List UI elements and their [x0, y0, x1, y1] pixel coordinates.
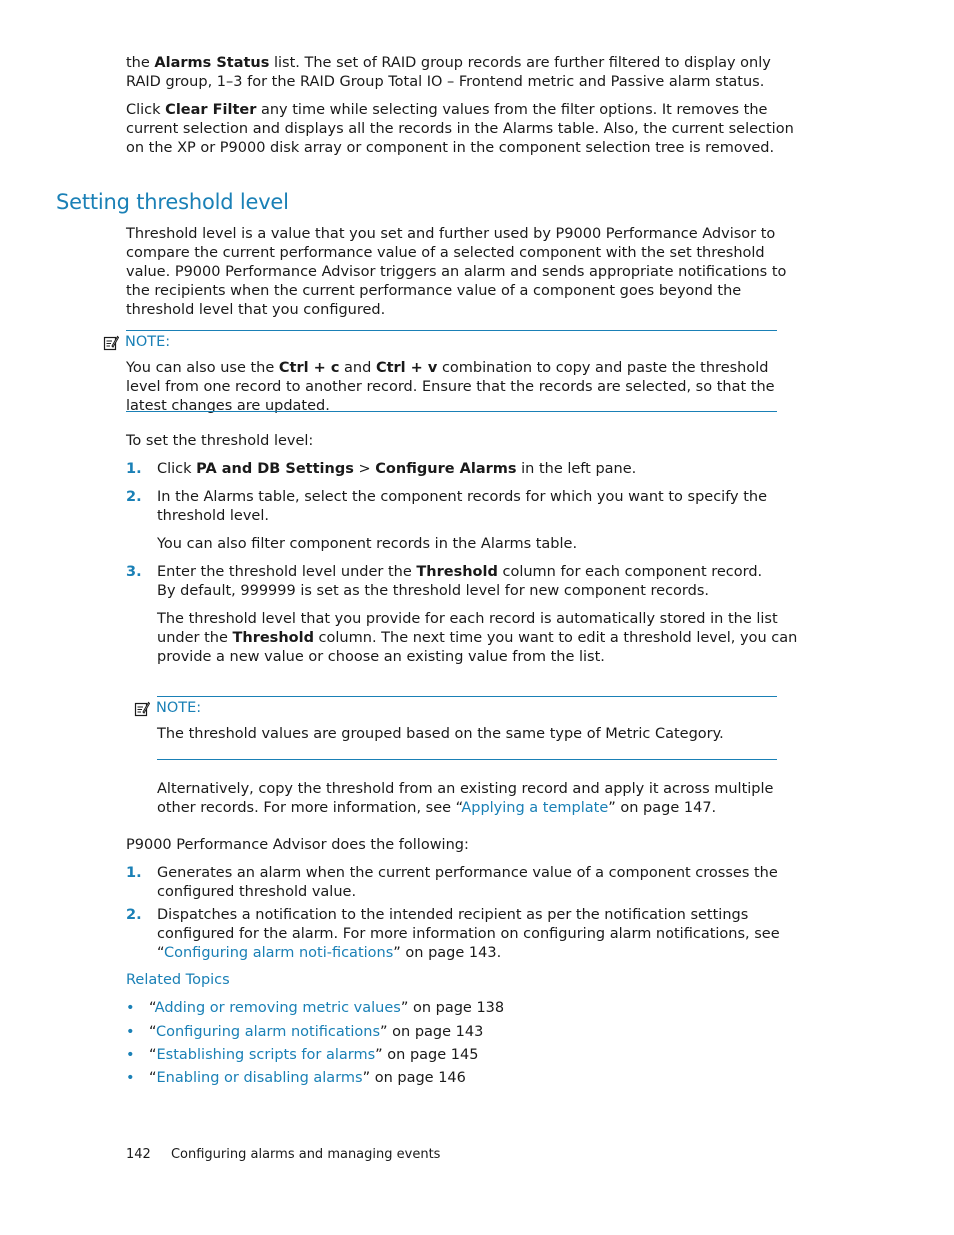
- does-item-2: Dispatches a notification to the intended recipient as per the notification settings configured for the alarm. For more information on configuring alarm notifications, see “Configuring alarm noti-fications” on page 143.: [157, 907, 780, 961]
- related-item: “Enabling or disabling alarms” on page 146: [149, 1070, 466, 1086]
- step-number: 3.: [126, 564, 142, 580]
- step-1-text: Click PA and DB Settings > Configure Alarms in the left pane.: [157, 461, 637, 477]
- enabling-alarms-link[interactable]: Enabling or disabling alarms: [156, 1070, 363, 1086]
- page-footer: [126, 1145, 440, 1164]
- step-2-text: In the Alarms table, select the component records for which you want to specify the threshold level.: [157, 489, 768, 524]
- note-body: The threshold values are grouped based on the same type of Metric Category.: [157, 726, 724, 742]
- note-top-rule: [157, 696, 777, 697]
- intro-paragraph-1: the Alarms Status list. The set of RAID group records are further filtered to display only RAID group, 1–3 for the RAID Group Total IO – Frontend metric and Passive alarm status.: [126, 55, 771, 90]
- adding-metric-values-link[interactable]: Adding or removing metric values: [154, 1000, 401, 1016]
- applying-template-link[interactable]: Applying a template: [461, 800, 609, 816]
- steps-intro: To set the threshold level:: [126, 433, 314, 449]
- configure-alarms-term: Configure Alarms: [375, 461, 517, 477]
- does-intro: P9000 Performance Advisor does the following:: [126, 837, 469, 853]
- bullet: •: [126, 1047, 135, 1063]
- configuring-notifications-link[interactable]: Configuring alarm noti-fications: [164, 945, 394, 961]
- step-2-subtext: You can also filter component records in the Alarms table.: [157, 536, 578, 552]
- note-label: NOTE:: [156, 700, 202, 716]
- bullet: •: [126, 1070, 135, 1086]
- note-icon: [134, 701, 150, 717]
- list-number: 2.: [126, 907, 142, 923]
- step-3-subtext: The threshold level that you provide for each record is automatically stored in the list under the Threshold column. The next time you want to edit a threshold level, you can provide a new value or choose an existing value from the list.: [157, 611, 798, 665]
- alarms-status-term: Alarms Status: [154, 55, 270, 71]
- does-item-1: Generates an alarm when the current performance value of a component crosses the configured threshold value.: [157, 865, 778, 900]
- chapter-title: Configuring alarms and managing events: [170, 1147, 441, 1162]
- section-heading: Setting threshold level: [56, 190, 289, 214]
- list-number: 1.: [126, 865, 142, 881]
- related-item: “Adding or removing metric values” on page 138: [149, 1000, 505, 1016]
- bullet: •: [126, 1024, 135, 1040]
- related-topics-heading: Related Topics: [126, 972, 230, 988]
- note-body: You can also use the Ctrl + c and Ctrl + v combination to copy and paste the threshold level from one record to another record. Ensure that the records are selected, so that the latest changes are updated.: [126, 360, 775, 414]
- bullet: •: [126, 1000, 135, 1016]
- clear-filter-term: Clear Filter: [165, 102, 257, 118]
- section-body: Threshold level is a value that you set and further used by P9000 Performance Advisor to compare the current performance value of a selected component with the set threshold value. P9000 Performance Advisor triggers an alarm and sends appropriate notifications to the recipients when the current performance value of a component goes beyond the threshold level that you configured.: [126, 226, 787, 318]
- related-item: “Configuring alarm notifications” on page 143: [149, 1024, 484, 1040]
- note-icon: [103, 335, 119, 351]
- threshold-term: Threshold: [416, 564, 498, 580]
- note-bottom-rule: [157, 759, 777, 760]
- pa-db-settings-term: PA and DB Settings: [196, 461, 354, 477]
- related-item: “Establishing scripts for alarms” on page 145: [149, 1047, 479, 1063]
- alternative-paragraph: Alternatively, copy the threshold from an existing record and apply it across multiple other records. For more information, see “Applying a template” on page 147.: [157, 781, 774, 816]
- step-number: 2.: [126, 489, 142, 505]
- page-number: 142: [126, 1147, 151, 1162]
- step-3-text: Enter the threshold level under the Threshold column for each component record. By default, 999999 is set as the threshold level for new component records.: [157, 564, 763, 599]
- note-header: [134, 699, 201, 718]
- configuring-alarm-notifications-link[interactable]: Configuring alarm notifications: [156, 1024, 381, 1040]
- note-bottom-rule: [126, 411, 777, 412]
- note-label: NOTE:: [125, 334, 171, 350]
- note-header: [103, 333, 170, 352]
- intro-paragraph-2: Click Clear Filter any time while selecting values from the filter options. It removes the current selection and displays all the records in the Alarms table. Also, the current selection on the XP or P9000 disk array or component in the component selection tree is removed.: [126, 102, 794, 156]
- note-top-rule: [126, 330, 777, 331]
- step-number: 1.: [126, 461, 142, 477]
- establishing-scripts-link[interactable]: Establishing scripts for alarms: [156, 1047, 376, 1063]
